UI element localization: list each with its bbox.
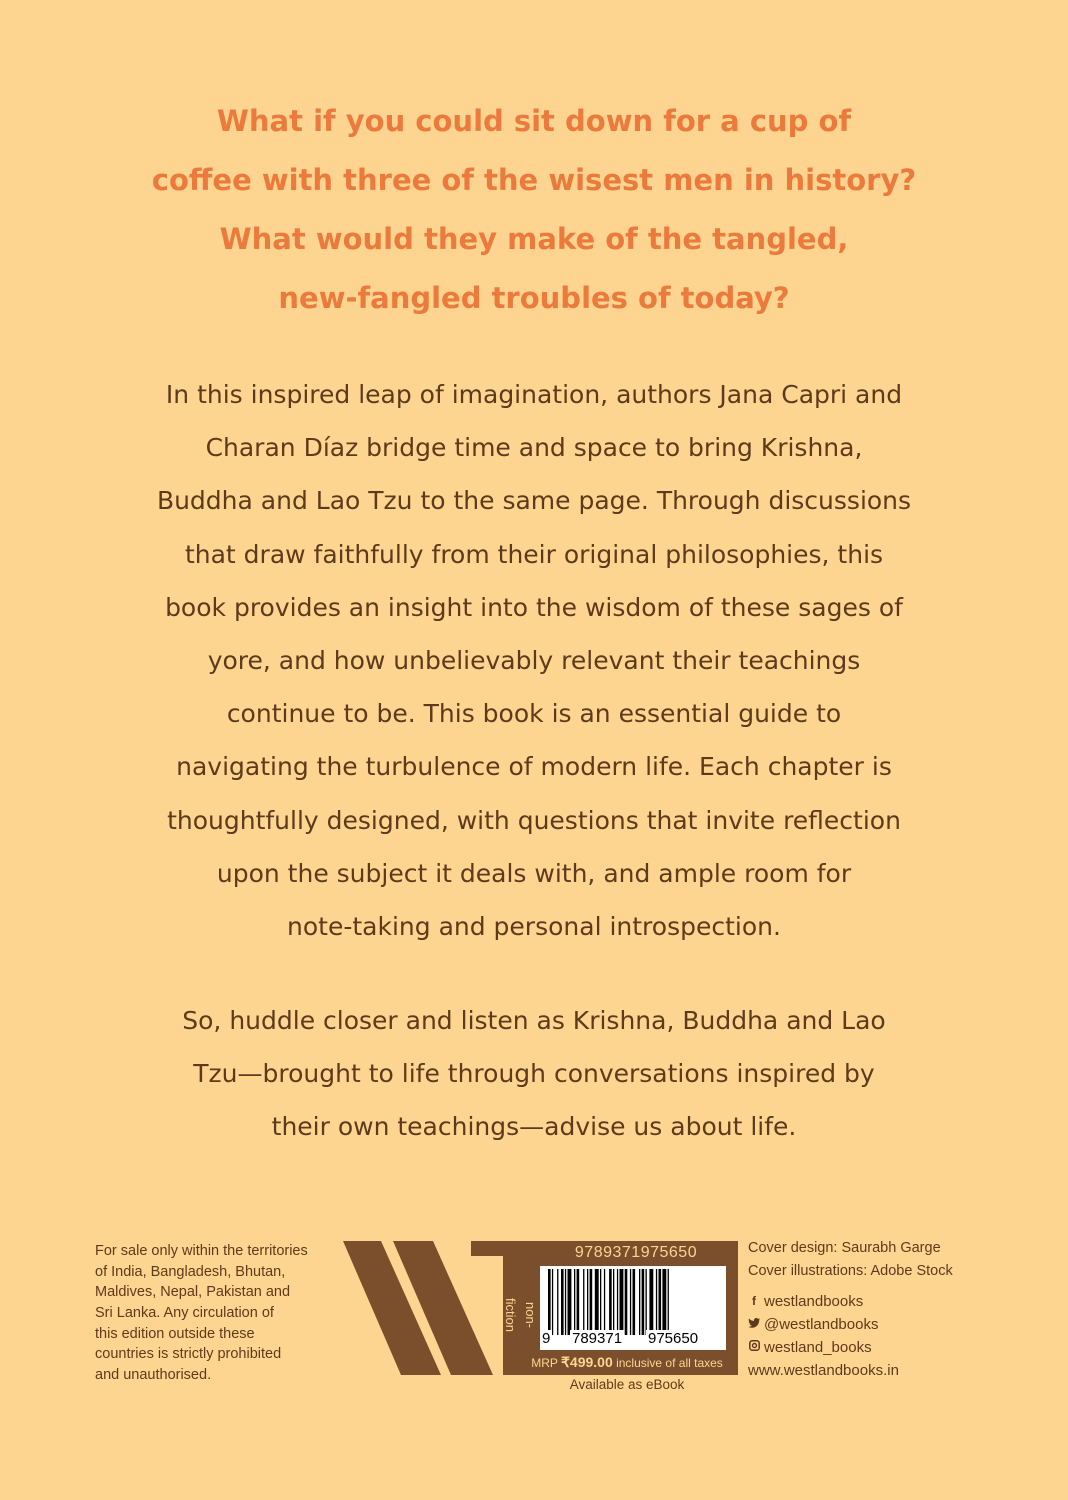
- blurb-line: So, huddle closer and listen as Krishna, Buddha and Lao: [182, 1006, 886, 1035]
- instagram-link[interactable]: [748, 1336, 1058, 1359]
- barcode-digit-prefix: 9: [542, 1330, 551, 1347]
- cover-design-credit: Cover design: Saurabh Garge: [748, 1240, 941, 1256]
- barcode-digits: [540, 1330, 726, 1350]
- territory-line: For sale only within the territories: [95, 1243, 308, 1259]
- territory-line: countries is strictly prohibited: [95, 1346, 282, 1363]
- blurb-line: navigating the turbulence of modern life. Each chapter is: [176, 752, 892, 782]
- twitter-handle: @westlandbooks: [764, 1316, 879, 1333]
- hook-line: What if you could sit down for a cup of: [216, 104, 852, 138]
- blurb-line: yore, and how unbelievably relevant their teachings: [207, 645, 861, 675]
- blurb-line: continue to be. This book is an essential guide to: [226, 699, 842, 729]
- price-note: inclusive of all taxes: [616, 1356, 723, 1370]
- mrp-label: MRP: [531, 1356, 558, 1370]
- website-link[interactable]: www.westlandbooks.in: [748, 1362, 899, 1379]
- blurb-line: note-taking and personal introspection.: [287, 911, 781, 941]
- price-line: [516, 1354, 738, 1371]
- hook-line: new-fangled troubles of today?: [278, 281, 790, 315]
- facebook-handle: westlandbooks: [764, 1293, 864, 1310]
- blurb-paragraph-1: [0, 368, 1068, 953]
- blurb-line: Charan Díaz bridge time and space to bring Krishna,: [205, 433, 863, 463]
- twitter-icon: [748, 1313, 760, 1336]
- barcode-digit-group-2: 975650: [648, 1330, 699, 1347]
- instagram-icon: [748, 1336, 760, 1359]
- blurb-line: their own teachings—advise us about life.: [271, 1112, 797, 1142]
- cover-illustration-credit: Cover illustrations: Adobe Stock: [748, 1263, 953, 1279]
- territory-line: Maldives, Nepal, Pakistan and: [95, 1284, 291, 1301]
- genre-label: non-fiction: [503, 1298, 538, 1332]
- isbn-number: 9789371975650: [574, 1244, 698, 1261]
- territory-line: of India, Bangladesh, Bhutan,: [95, 1263, 286, 1280]
- instagram-handle: westland_books: [764, 1339, 872, 1356]
- barcode-digit-group-1: 789371: [572, 1330, 623, 1347]
- price: ₹499.00: [561, 1354, 613, 1370]
- blurb-line: Tzu—brought to life through conversations inspired by: [193, 1059, 875, 1089]
- blurb-line: book provides an insight into the wisdom of these sages of: [165, 592, 903, 622]
- cover-credits: [748, 1237, 1058, 1283]
- hook-line: coffee with three of the wisest men in history?: [151, 163, 917, 197]
- territory-notice: [95, 1241, 345, 1386]
- facebook-icon: f: [752, 1294, 756, 1308]
- hook-line: What would they make of the tangled,: [219, 222, 849, 256]
- blurb-line: that draw faithfully from their original philosophies, this: [184, 539, 884, 569]
- blurb-line: Buddha and Lao Tzu to the same page. Through discussions: [156, 486, 912, 516]
- twitter-link[interactable]: [748, 1313, 1058, 1336]
- blurb-line: In this inspired leap of imagination, authors Jana Capri and: [165, 380, 903, 409]
- territory-line: this edition outside these: [95, 1325, 255, 1342]
- hook-question: [0, 92, 1068, 328]
- blurb-paragraph-2: [0, 994, 1068, 1154]
- territory-line: and unauthorised.: [95, 1367, 212, 1384]
- westland-logo-icon: [343, 1241, 518, 1376]
- facebook-link[interactable]: [748, 1290, 1058, 1313]
- ebook-note: Available as eBook: [569, 1377, 685, 1392]
- blurb-line: thoughtfully designed, with questions that invite reflection: [167, 805, 901, 835]
- social-links: [748, 1290, 1058, 1382]
- territory-line: Sri Lanka. Any circulation of: [95, 1305, 274, 1322]
- blurb-line: upon the subject it deals with, and ample room for: [216, 858, 852, 888]
